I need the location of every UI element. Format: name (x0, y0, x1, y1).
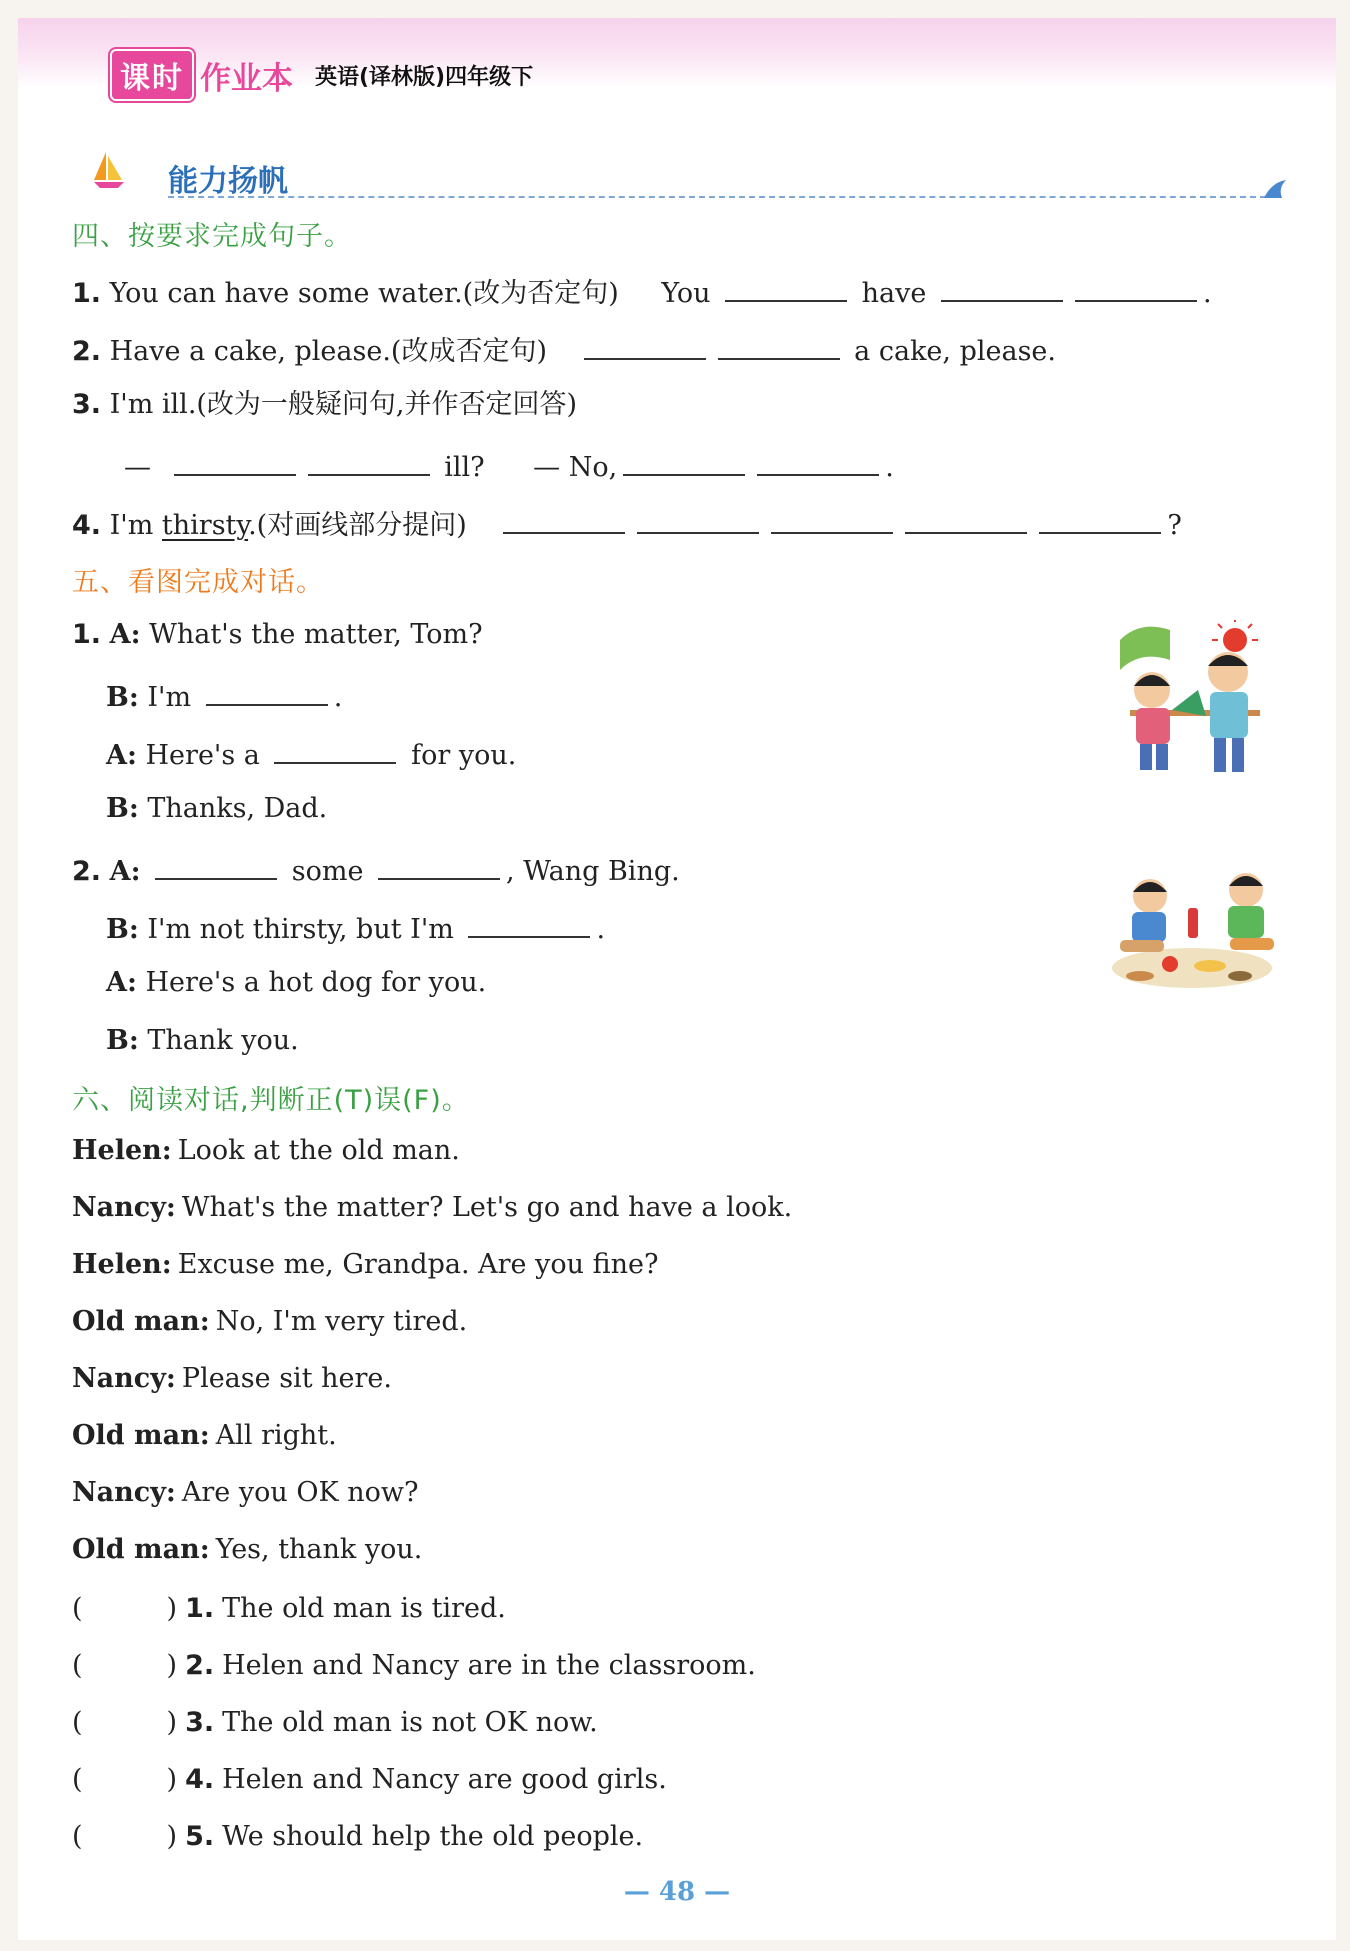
s4-question-1: 1. You can have some water.(改为否定句) You have . (72, 272, 1212, 311)
dialogue-line (72, 1419, 337, 1453)
dialogue-speaker: Helen: (72, 1135, 172, 1166)
banner-title: 能力扬帆 (168, 164, 288, 199)
dialogue-line (72, 1134, 460, 1168)
s4-question-3: 3. I'm ill.(改为一般疑问句,并作否定回答) (72, 389, 578, 420)
answer-blank[interactable] (468, 908, 590, 938)
s5-d2-line-1: 2. A: some , Wang Bing. (72, 850, 680, 889)
item-statement: Helen and Nancy are good girls. (222, 1764, 667, 1795)
dialogue-text: All right. (215, 1420, 337, 1451)
dad-fan-illustration (1110, 620, 1280, 778)
s4-question-3-answer: — ill? — No, . (124, 446, 894, 485)
answer-blank[interactable] (771, 504, 893, 534)
answer-blank[interactable] (623, 446, 745, 476)
answer-blank[interactable] (584, 330, 706, 360)
s5-d1-line-4: B: Thanks, Dad. (106, 793, 328, 824)
dialogue-line (72, 1191, 792, 1225)
item-number: 2. (185, 1650, 215, 1681)
answer-blank[interactable] (206, 676, 328, 706)
dialogue-line (72, 1533, 422, 1567)
dialogue-text: Yes, thank you. (215, 1534, 423, 1565)
dialogue-line (72, 1476, 418, 1510)
dialogue-speaker: Old man: (72, 1420, 210, 1451)
answer-paren-close: ) (166, 1593, 178, 1624)
dialogue-text: Please sit here. (181, 1363, 392, 1394)
s5-d2-line-4: B: Thank you. (106, 1025, 299, 1056)
dialogue-line (72, 1362, 392, 1396)
brand-name: 作业本 (200, 60, 293, 97)
s5-d1-line-3: A: Here's a for you. (106, 734, 516, 773)
answer-blank[interactable] (757, 446, 879, 476)
tf-item (72, 1820, 643, 1854)
answer-paren-close: ) (166, 1707, 178, 1738)
answer-paren-open: ( (72, 1764, 83, 1795)
answer-blank[interactable] (174, 446, 296, 476)
worksheet-page (18, 18, 1336, 1940)
section-banner (72, 138, 1282, 198)
underlined-word: thirsty (161, 510, 249, 541)
dialogue-text: What's the matter? Let's go and have a look. (181, 1192, 793, 1223)
dialogue-speaker: Nancy: (72, 1363, 176, 1394)
dialogue-speaker: Helen: (72, 1249, 172, 1280)
dialogue-line (72, 1248, 658, 1282)
answer-blank[interactable] (725, 272, 847, 302)
dialogue-text: No, I'm very tired. (215, 1306, 468, 1337)
dialogue-speaker: Nancy: (72, 1477, 176, 1508)
dialogue-speaker: Old man: (72, 1306, 210, 1337)
tf-item (72, 1592, 506, 1626)
answer-blank[interactable] (718, 330, 840, 360)
s4-question-2: 2. Have a cake, please.(改成否定句) a cake, please. (72, 330, 1056, 369)
dialogue-text: Excuse me, Grandpa. Are you fine? (177, 1249, 659, 1280)
section-5-title: 五、看图完成对话。 (72, 567, 324, 598)
s5-d2-line-3: A: Here's a hot dog for you. (106, 967, 487, 998)
tf-item (72, 1706, 598, 1740)
brand-logo-box: 课时 (110, 49, 194, 101)
tf-item (72, 1763, 667, 1797)
item-statement: We should help the old people. (222, 1821, 644, 1852)
section-4-title: 四、按要求完成句子。 (72, 221, 352, 252)
tf-item (72, 1649, 756, 1683)
answer-paren-open: ( (72, 1821, 83, 1852)
wave-icon (1262, 178, 1288, 200)
answer-paren-open: ( (72, 1593, 83, 1624)
answer-blank[interactable] (378, 850, 500, 880)
answer-blank[interactable] (941, 272, 1063, 302)
answer-blank[interactable] (905, 504, 1027, 534)
item-statement: Helen and Nancy are in the classroom. (222, 1650, 756, 1681)
picnic-illustration (1100, 868, 1282, 998)
item-number: 1. (185, 1593, 215, 1624)
answer-blank[interactable] (503, 504, 625, 534)
answer-paren-open: ( (72, 1707, 83, 1738)
dialogue-line (72, 1305, 467, 1339)
answer-paren-close: ) (166, 1650, 178, 1681)
header-brand (110, 48, 533, 102)
answer-paren-close: ) (166, 1764, 178, 1795)
answer-paren-close: ) (166, 1821, 178, 1852)
item-number: 5. (185, 1821, 215, 1852)
answer-blank[interactable] (637, 504, 759, 534)
item-statement: The old man is tired. (222, 1593, 506, 1624)
section-6-title: 六、阅读对话,判断正(T)误(F)。 (72, 1085, 470, 1116)
dialogue-text: Are you OK now? (181, 1477, 419, 1508)
item-statement: The old man is not OK now. (222, 1707, 598, 1738)
dialogue-text: Look at the old man. (177, 1135, 460, 1166)
s4-question-4: 4. I'm thirsty.(对画线部分提问) ? (72, 504, 1182, 543)
s5-d1-line-2: B: I'm . (106, 676, 342, 715)
sailboat-icon (92, 150, 126, 190)
item-number: 4. (185, 1764, 215, 1795)
answer-blank[interactable] (274, 734, 396, 764)
page-number: — 48 — (623, 1877, 731, 1907)
s5-d2-line-2: B: I'm not thirsty, but I'm . (106, 908, 605, 947)
item-number: 3. (185, 1707, 215, 1738)
answer-blank[interactable] (155, 850, 277, 880)
answer-blank[interactable] (1039, 504, 1161, 534)
dialogue-speaker: Old man: (72, 1534, 210, 1565)
banner-dashed-line (168, 196, 1266, 198)
dialogue-speaker: Nancy: (72, 1192, 176, 1223)
header-subject: 英语(译林版)四年级下 (315, 64, 534, 90)
answer-paren-open: ( (72, 1650, 83, 1681)
answer-blank[interactable] (308, 446, 430, 476)
s5-d1-line-1: 1. A: What's the matter, Tom? (72, 619, 483, 650)
answer-blank[interactable] (1075, 272, 1197, 302)
